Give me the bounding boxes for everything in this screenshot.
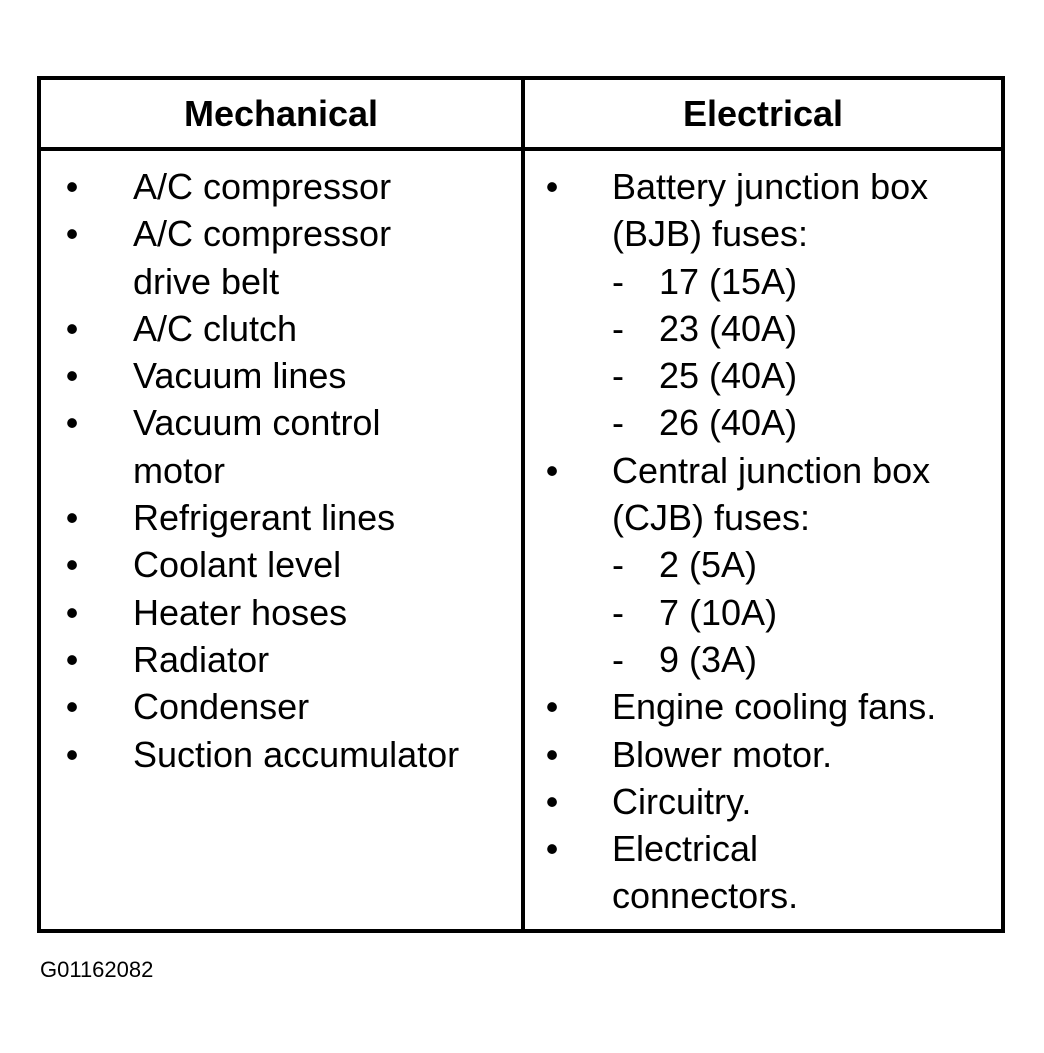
mechanical-item-label: A/C compressor — [133, 166, 392, 207]
mechanical-item-label: Vacuum control motor — [133, 402, 381, 491]
mechanical-item — [41, 210, 473, 305]
electrical-item — [525, 825, 852, 920]
mechanical-item-label: Refrigerant lines — [133, 497, 396, 539]
fuse-sublist — [612, 258, 972, 447]
bullet-icon: • — [65, 733, 79, 775]
electrical-item-label: Central junction box (CJB) fuses: — [612, 449, 931, 539]
fuse-item — [612, 352, 972, 399]
bullet-icon: • — [65, 213, 79, 255]
inspection-table — [37, 76, 1005, 933]
fuse-label: 23 (40A) — [659, 307, 798, 349]
bullet-icon: • — [545, 828, 559, 870]
fuse-item — [612, 258, 972, 305]
electrical-item-label: Circuitry. — [612, 780, 752, 822]
electrical-item — [525, 163, 972, 447]
dash-icon: - — [612, 544, 624, 586]
electrical-header: Electrical — [682, 92, 844, 134]
fuse-label: 2 (5A) — [659, 544, 758, 586]
electrical-item — [525, 731, 1001, 778]
dash-icon: - — [612, 638, 624, 680]
bullet-icon: • — [545, 686, 559, 728]
mechanical-item — [41, 541, 521, 588]
electrical-list — [525, 151, 1001, 920]
mechanical-item — [41, 305, 521, 352]
fuse-item — [612, 399, 972, 446]
electrical-item — [525, 447, 972, 683]
bullet-icon: • — [65, 544, 79, 586]
mechanical-item — [41, 352, 521, 399]
mechanical-item-label: Vacuum lines — [133, 355, 347, 397]
bullet-icon: • — [65, 402, 79, 444]
mechanical-item-label: Coolant level — [133, 544, 342, 586]
mechanical-item-label: Suction accumulator — [133, 733, 460, 775]
fuse-item — [612, 636, 972, 683]
mechanical-item — [41, 163, 521, 210]
figure-id: G01162082 — [40, 957, 154, 982]
mechanical-item-label: Radiator — [133, 638, 270, 680]
bullet-icon: • — [65, 591, 79, 633]
mechanical-header: Mechanical — [183, 92, 379, 134]
dash-icon: - — [612, 307, 624, 349]
mechanical-item-label: Condenser — [133, 686, 310, 728]
electrical-item-label: Electrical connectors. — [612, 828, 799, 917]
fuse-label: 25 (40A) — [659, 355, 798, 397]
dash-icon: - — [612, 402, 624, 444]
mechanical-item — [41, 731, 521, 778]
mechanical-item — [41, 683, 521, 730]
electrical-item — [525, 778, 1001, 825]
fuse-label: 26 (40A) — [659, 402, 798, 444]
electrical-item-label: Engine cooling fans. — [612, 686, 937, 728]
bullet-icon: • — [65, 307, 79, 349]
bullet-icon: • — [545, 733, 559, 775]
electrical-item — [525, 683, 1001, 730]
mechanical-item-label: A/C compressor drive belt — [133, 213, 392, 302]
fuse-item — [612, 589, 972, 636]
bullet-icon: • — [65, 686, 79, 728]
fuse-label: 9 (3A) — [659, 638, 758, 680]
bullet-icon: • — [65, 638, 79, 680]
mechanical-item — [41, 494, 521, 541]
fuse-label: 7 (10A) — [659, 591, 778, 633]
fuse-item — [612, 541, 972, 588]
dash-icon: - — [612, 260, 624, 302]
mechanical-item-label: A/C clutch — [133, 307, 298, 349]
electrical-item-label: Blower motor. — [612, 733, 833, 775]
mechanical-item — [41, 636, 521, 683]
bullet-icon: • — [65, 166, 79, 207]
bullet-icon: • — [545, 780, 559, 822]
mechanical-item — [41, 399, 473, 494]
dash-icon: - — [612, 355, 624, 397]
mechanical-item-label: Heater hoses — [133, 591, 348, 633]
bullet-icon: • — [65, 355, 79, 397]
bullet-icon: • — [545, 166, 559, 207]
fuse-label: 17 (15A) — [659, 260, 798, 302]
bullet-icon: • — [65, 497, 79, 539]
fuse-item — [612, 305, 972, 352]
electrical-item-label: Battery junction box (BJB) fuses: — [612, 166, 929, 255]
fuse-sublist — [612, 541, 972, 683]
bullet-icon: • — [545, 449, 559, 491]
mechanical-item — [41, 589, 521, 636]
mechanical-list — [41, 151, 521, 778]
dash-icon: - — [612, 591, 624, 633]
